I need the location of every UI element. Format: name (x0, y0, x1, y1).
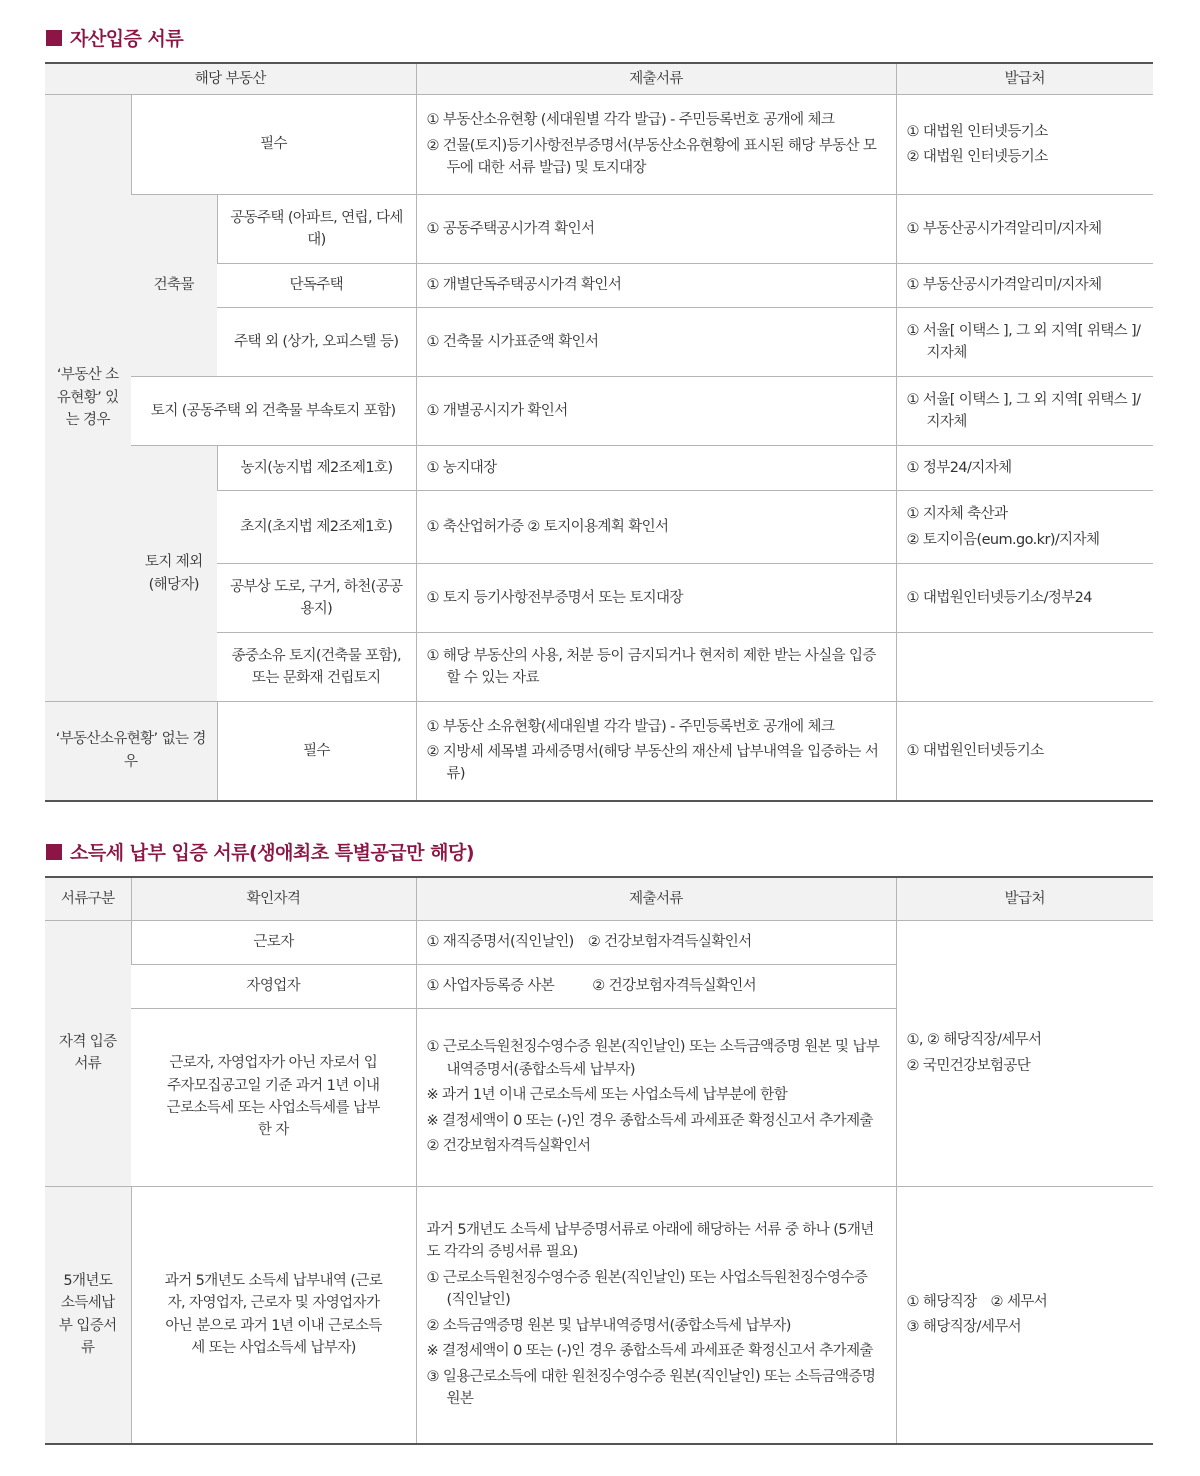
detached-doc: ① 개별단독주택공시가격 확인서 (416, 264, 896, 308)
required-issuers (896, 95, 1153, 195)
no-list-issuer: ① 대법원인터넷등기소 (896, 702, 1153, 801)
list-item: ① 사업자등록증 사본 (426, 977, 555, 994)
list-item: ※ 결정세액이 0 또는 (-)인 경우 종합소득세 과세표준 확정신고서 추가제출 (426, 1112, 873, 1129)
land-label: 토지 (공동주택 외 건축물 부속토지 포함) (131, 377, 416, 446)
list-item: ③ 일용근로소득에 대한 원천징수영수증 원본(직인날인) 또는 소득금액증명 원본 (426, 1368, 876, 1408)
non-house-issuer (896, 308, 1153, 377)
list-item: ① 해당 부동산의 사용, 처분 등이 금지되거나 현저히 제한 받는 사실을 입증할 수 있는 자료 (426, 647, 876, 686)
public-land-label: 공부상 도로, 구거, 하천(공공용지) (217, 564, 416, 633)
list-item: ② 대법원 인터넷등기소 (906, 149, 1048, 165)
header-issuer: 발급처 (896, 877, 1153, 920)
other-docs (416, 1008, 896, 1186)
five-year-label: 5개년도 소득세납부 입증서류 (45, 1186, 131, 1444)
header-doc-type: 서류구분 (45, 877, 131, 920)
header-qualification: 확인자격 (131, 877, 416, 920)
list-item: ② 건강보험자격득실확인서 (426, 1138, 591, 1155)
list-item (907, 1291, 1144, 1313)
list-item: ③ 해당직장/세무서 (906, 1319, 1022, 1336)
no-list-required-label: 필수 (217, 702, 416, 801)
has-list-label: ‘부동산 소유현황’ 있는 경우 (45, 95, 131, 702)
issuer-item: ② 세무서 (990, 1293, 1048, 1310)
list-item: ① 부동산소유현황 (세대원별 각각 발급) - 주민등록번호 공개에 체크 (426, 112, 835, 129)
apartment-issuer: ① 부동산공시가격알리미/지자체 (896, 195, 1153, 264)
asset-documents-table (45, 62, 1153, 802)
no-list-docs (416, 702, 896, 801)
list-item: ② 건강보험자격득실확인서 (587, 933, 752, 950)
square-bullet-icon (46, 30, 62, 46)
list-item: ② 건물(토지)등기사항전부증명서(부동산소유현황에 표시된 해당 부동산 모두에 대한 서류 발급) 및 토지대장 (426, 137, 877, 177)
list-item: ① 지자체 축산과 (906, 506, 1008, 523)
square-bullet-icon (46, 844, 62, 860)
list-item: ② 토지이음(eum.go.kr)/지자체 (906, 531, 1100, 548)
five-year-docs (416, 1186, 896, 1444)
land-excluded-label: 토지 제외 (해당자) (131, 446, 217, 702)
public-land-issuer: ① 대법원인터넷등기소/정부24 (896, 564, 1153, 633)
list-item: ① 부동산 소유현황(세대원별 각각 발급) - 주민등록번호 공개에 체크 (426, 718, 835, 735)
five-year-issuers (896, 1186, 1153, 1444)
list-item: ② 국민건강보험공단 (906, 1057, 1031, 1074)
header-documents: 제출서류 (416, 63, 896, 95)
list-item: ① 대법원 인터넷등기소 (906, 123, 1048, 140)
building-label: 건축물 (131, 195, 217, 377)
header-issuer: 발급처 (896, 63, 1153, 95)
land-doc: ① 개별공시지가 확인서 (416, 377, 896, 446)
grassland-label: 초지(초지법 제2조제1호) (217, 491, 416, 564)
income-documents-table (45, 876, 1153, 1445)
list-item: ※ 과거 1년 이내 근로소득세 또는 사업소득세 납부분에 한함 (426, 1087, 788, 1104)
other-qualification-label: 근로자, 자영업자가 아닌 자로서 입주자모집공고일 기준 과거 1년 이내 근로소득세 또는 사업소득세를 납부한 자 (131, 1008, 416, 1186)
self-employed-docs (416, 964, 896, 1008)
list-item: ① 재직증명서(직인날인) (426, 933, 574, 950)
required-label: 필수 (131, 95, 416, 195)
five-year-intro: 과거 5개년도 소득세 납부증명서류로 아래에 해당하는 서류 중 하나 (5개년도 각각의 증빙서류 필요) (426, 1221, 874, 1261)
worker-label: 근로자 (131, 920, 416, 964)
list-item: ① 서울[ 이택스 ], 그 외 지역[ 위택스 ]/지자체 (906, 322, 1141, 361)
required-docs (416, 95, 896, 195)
farmland-doc: ① 농지대장 (416, 446, 896, 491)
grassland-doc: ① 축산업허가증 ② 토지이용계획 확인서 (416, 491, 896, 564)
detached-label: 단독주택 (217, 264, 416, 308)
issuer-item: ① 해당직장 (906, 1293, 977, 1310)
qualification-issuers (896, 920, 1153, 1186)
list-item: ① 근로소득원천징수영수증 원본(직인날인) 또는 사업소득원천징수영수증(직인날인) (426, 1269, 868, 1309)
five-year-qualification: 과거 5개년도 소득세 납부내역 (근로자, 자영업자, 근로자 및 자영업자가 아닌 분으로 과거 1년 이내 근로소득세 또는 사업소득세 납부자) (131, 1186, 416, 1444)
self-employed-label: 자영업자 (131, 964, 416, 1008)
income-section-title-text: 소득세 납부 입증 서류(생애최초 특별공급만 해당) (70, 842, 475, 864)
non-house-doc: ① 건축물 시가표준액 확인서 (416, 308, 896, 377)
income-section-title (46, 838, 474, 865)
list-item: ① 서울[ 이택스 ], 그 외 지역[ 위택스 ]/지자체 (906, 391, 1141, 430)
list-item: ①, ② 해당직장/세무서 (906, 1032, 1042, 1049)
grassland-issuers (896, 491, 1153, 564)
detached-issuer: ① 부동산공시가격알리미/지자체 (896, 264, 1153, 308)
land-issuer (896, 377, 1153, 446)
asset-section-title (46, 24, 183, 51)
qualification-label: 자격 입증서류 (45, 920, 131, 1186)
list-item: ② 소득금액증명 원본 및 납부내역증명서(종합소득세 납부자) (426, 1317, 791, 1334)
farmland-label: 농지(농지법 제2조제1호) (217, 446, 416, 491)
apartment-label: 공동주택 (아파트, 연립, 다세대) (217, 195, 416, 264)
no-list-label: ‘부동산소유현황’ 없는 경우 (45, 702, 217, 801)
list-item: ② 지방세 세목별 과세증명서(해당 부동산의 재산세 납부내역을 입증하는 서류) (426, 744, 879, 783)
asset-section-title-text: 자산입증 서류 (70, 28, 184, 50)
apartment-doc: ① 공동주택공시가격 확인서 (416, 195, 896, 264)
farmland-issuer: ① 정부24/지자체 (896, 446, 1153, 491)
header-documents: 제출서류 (416, 877, 896, 920)
non-house-label: 주택 외 (상가, 오피스텔 등) (217, 308, 416, 377)
clan-land-label: 종중소유 토지(건축물 포함), 또는 문화재 건립토지 (217, 633, 416, 702)
public-land-doc: ① 토지 등기사항전부증명서 또는 토지대장 (416, 564, 896, 633)
list-item: ① 근로소득원천징수영수증 원본(직인날인) 또는 소득금액증명 원본 및 납부내역증명서(종합소득세 납부자) (426, 1039, 880, 1078)
header-property: 해당 부동산 (45, 63, 416, 95)
worker-docs (416, 920, 896, 964)
list-item: ② 건강보험자격득실확인서 (592, 977, 757, 994)
clan-land-issuer (896, 633, 1153, 702)
list-item: ※ 결정세액이 0 또는 (-)인 경우 종합소득세 과세표준 확정신고서 추가제출 (426, 1343, 873, 1360)
clan-land-doc (416, 633, 896, 702)
